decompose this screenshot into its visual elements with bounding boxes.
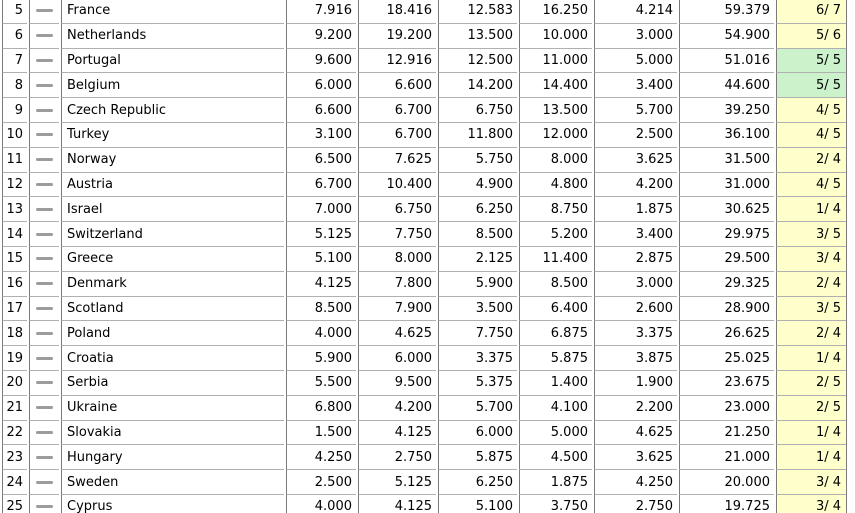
horizontal-dash-icon (36, 456, 53, 459)
season-value-cell: 2.500 (286, 469, 356, 494)
horizontal-dash-icon (36, 84, 53, 87)
horizontal-dash-icon (36, 257, 53, 260)
season-value-cell: 5.900 (286, 345, 356, 370)
season-value-cell: 12.583 (438, 0, 517, 23)
trend-cell (29, 469, 59, 494)
season-value-cell: 4.250 (286, 444, 356, 469)
rank-cell: 22 (2, 420, 27, 445)
country-cell: Slovakia (61, 420, 284, 445)
horizontal-dash-icon (36, 381, 53, 384)
country-row (2, 221, 847, 246)
country-row (2, 72, 847, 97)
total-cell: 20.000 (679, 469, 774, 494)
country-row (2, 345, 847, 370)
season-value-cell: 2.600 (594, 296, 677, 321)
season-value-cell: 8.500 (438, 221, 517, 246)
season-value-cell: 16.250 (519, 0, 592, 23)
season-value-cell: 6.700 (286, 172, 356, 197)
season-value-cell: 9.500 (358, 370, 436, 395)
horizontal-dash-icon (36, 208, 53, 211)
country-row (2, 296, 847, 321)
season-value-cell: 6.750 (358, 196, 436, 221)
season-value-cell: 1.500 (286, 420, 356, 445)
season-value-cell: 12.916 (358, 48, 436, 73)
country-cell: Belgium (61, 72, 284, 97)
season-value-cell: 7.916 (286, 0, 356, 23)
season-value-cell: 5.900 (438, 271, 517, 296)
total-cell: 30.625 (679, 196, 774, 221)
rank-cell: 14 (2, 221, 27, 246)
season-value-cell: 2.750 (594, 494, 677, 513)
season-value-cell: 7.625 (358, 147, 436, 172)
season-value-cell: 3.000 (594, 271, 677, 296)
horizontal-dash-icon (36, 59, 53, 62)
matches-cell: 1/ 4 (776, 420, 847, 445)
total-cell: 21.000 (679, 444, 774, 469)
trend-cell (29, 370, 59, 395)
season-value-cell: 5.000 (594, 48, 677, 73)
season-value-cell: 4.800 (519, 172, 592, 197)
season-value-cell: 3.375 (438, 345, 517, 370)
season-value-cell: 5.750 (438, 147, 517, 172)
horizontal-dash-icon (36, 307, 53, 310)
season-value-cell: 4.900 (438, 172, 517, 197)
season-value-cell: 6.700 (358, 122, 436, 147)
season-value-cell: 4.625 (358, 320, 436, 345)
horizontal-dash-icon (36, 158, 53, 161)
season-value-cell: 3.625 (594, 444, 677, 469)
country-cell: Switzerland (61, 221, 284, 246)
season-value-cell: 5.200 (519, 221, 592, 246)
trend-cell (29, 72, 59, 97)
country-cell: Turkey (61, 122, 284, 147)
matches-cell: 3/ 4 (776, 246, 847, 271)
trend-cell (29, 97, 59, 122)
season-value-cell: 11.400 (519, 246, 592, 271)
country-row (2, 172, 847, 197)
season-value-cell: 2.200 (594, 395, 677, 420)
rank-cell: 10 (2, 122, 27, 147)
season-value-cell: 7.000 (286, 196, 356, 221)
matches-cell: 1/ 4 (776, 345, 847, 370)
trend-cell (29, 420, 59, 445)
matches-cell: 1/ 4 (776, 196, 847, 221)
trend-cell (29, 172, 59, 197)
rank-cell: 18 (2, 320, 27, 345)
season-value-cell: 7.750 (358, 221, 436, 246)
season-value-cell: 1.400 (519, 370, 592, 395)
rank-cell: 24 (2, 469, 27, 494)
season-value-cell: 6.875 (519, 320, 592, 345)
season-value-cell: 8.500 (519, 271, 592, 296)
season-value-cell: 6.400 (519, 296, 592, 321)
rank-cell: 16 (2, 271, 27, 296)
season-value-cell: 4.125 (358, 420, 436, 445)
season-value-cell: 13.500 (438, 23, 517, 48)
total-cell: 23.675 (679, 370, 774, 395)
matches-cell: 2/ 4 (776, 320, 847, 345)
total-cell: 23.000 (679, 395, 774, 420)
rank-cell: 5 (2, 0, 27, 23)
season-value-cell: 4.500 (519, 444, 592, 469)
ranking-table-body (2, 0, 847, 513)
season-value-cell: 6.750 (438, 97, 517, 122)
season-value-cell: 18.416 (358, 0, 436, 23)
matches-cell: 6/ 7 (776, 0, 847, 23)
rank-cell: 9 (2, 97, 27, 122)
trend-cell (29, 494, 59, 513)
total-cell: 19.725 (679, 494, 774, 513)
season-value-cell: 2.500 (594, 122, 677, 147)
country-row (2, 23, 847, 48)
trend-cell (29, 23, 59, 48)
season-value-cell: 6.800 (286, 395, 356, 420)
country-row (2, 0, 847, 23)
rank-cell: 15 (2, 246, 27, 271)
total-cell: 39.250 (679, 97, 774, 122)
rank-cell: 12 (2, 172, 27, 197)
trend-cell (29, 296, 59, 321)
horizontal-dash-icon (36, 357, 53, 360)
trend-cell (29, 122, 59, 147)
horizontal-dash-icon (36, 233, 53, 236)
rank-cell: 17 (2, 296, 27, 321)
season-value-cell: 11.800 (438, 122, 517, 147)
trend-cell (29, 0, 59, 23)
horizontal-dash-icon (36, 332, 53, 335)
country-cell: Greece (61, 246, 284, 271)
country-cell: Austria (61, 172, 284, 197)
country-row (2, 370, 847, 395)
horizontal-dash-icon (36, 133, 53, 136)
season-value-cell: 2.875 (594, 246, 677, 271)
season-value-cell: 4.214 (594, 0, 677, 23)
matches-cell: 4/ 5 (776, 172, 847, 197)
country-row (2, 271, 847, 296)
season-value-cell: 6.600 (358, 72, 436, 97)
matches-cell: 2/ 5 (776, 370, 847, 395)
total-cell: 31.000 (679, 172, 774, 197)
season-value-cell: 6.250 (438, 196, 517, 221)
country-cell: Denmark (61, 271, 284, 296)
country-row (2, 48, 847, 73)
trend-cell (29, 221, 59, 246)
country-cell: Netherlands (61, 23, 284, 48)
season-value-cell: 1.875 (594, 196, 677, 221)
season-value-cell: 8.000 (358, 246, 436, 271)
rank-cell: 23 (2, 444, 27, 469)
season-value-cell: 4.250 (594, 469, 677, 494)
season-value-cell: 8.750 (519, 196, 592, 221)
country-cell: Czech Republic (61, 97, 284, 122)
total-cell: 31.500 (679, 147, 774, 172)
country-cell: Norway (61, 147, 284, 172)
matches-cell: 3/ 5 (776, 221, 847, 246)
rank-cell: 8 (2, 72, 27, 97)
season-value-cell: 3.875 (594, 345, 677, 370)
horizontal-dash-icon (36, 34, 53, 37)
country-cell: Scotland (61, 296, 284, 321)
matches-cell: 4/ 5 (776, 122, 847, 147)
season-value-cell: 4.125 (286, 271, 356, 296)
country-cell: Hungary (61, 444, 284, 469)
trend-cell (29, 48, 59, 73)
trend-cell (29, 345, 59, 370)
country-row (2, 97, 847, 122)
trend-cell (29, 395, 59, 420)
country-row (2, 469, 847, 494)
rank-cell: 11 (2, 147, 27, 172)
season-value-cell: 9.600 (286, 48, 356, 73)
season-value-cell: 10.000 (519, 23, 592, 48)
season-value-cell: 5.500 (286, 370, 356, 395)
matches-cell: 4/ 5 (776, 97, 847, 122)
season-value-cell: 3.400 (594, 72, 677, 97)
rank-cell: 20 (2, 370, 27, 395)
season-value-cell: 5.375 (438, 370, 517, 395)
season-value-cell: 19.200 (358, 23, 436, 48)
total-cell: 54.900 (679, 23, 774, 48)
season-value-cell: 12.500 (438, 48, 517, 73)
season-value-cell: 5.700 (594, 97, 677, 122)
country-cell: Israel (61, 196, 284, 221)
season-value-cell: 7.750 (438, 320, 517, 345)
matches-cell: 2/ 4 (776, 147, 847, 172)
rank-cell: 21 (2, 395, 27, 420)
trend-cell (29, 271, 59, 296)
trend-cell (29, 196, 59, 221)
season-value-cell: 5.000 (519, 420, 592, 445)
country-row (2, 147, 847, 172)
horizontal-dash-icon (36, 505, 53, 508)
season-value-cell: 6.600 (286, 97, 356, 122)
season-value-cell: 4.125 (358, 494, 436, 513)
country-cell: Portugal (61, 48, 284, 73)
country-row (2, 444, 847, 469)
season-value-cell: 4.200 (594, 172, 677, 197)
matches-cell: 2/ 4 (776, 271, 847, 296)
country-row (2, 122, 847, 147)
season-value-cell: 6.000 (438, 420, 517, 445)
country-row (2, 395, 847, 420)
season-value-cell: 3.625 (594, 147, 677, 172)
country-cell: Poland (61, 320, 284, 345)
season-value-cell: 3.500 (438, 296, 517, 321)
horizontal-dash-icon (36, 406, 53, 409)
matches-cell: 1/ 4 (776, 444, 847, 469)
matches-cell: 5/ 5 (776, 72, 847, 97)
matches-cell: 5/ 6 (776, 23, 847, 48)
season-value-cell: 7.900 (358, 296, 436, 321)
season-value-cell: 6.000 (286, 72, 356, 97)
total-cell: 29.325 (679, 271, 774, 296)
rank-cell: 13 (2, 196, 27, 221)
country-cell: France (61, 0, 284, 23)
matches-cell: 2/ 5 (776, 395, 847, 420)
country-cell: Cyprus (61, 494, 284, 513)
season-value-cell: 10.400 (358, 172, 436, 197)
season-value-cell: 5.125 (286, 221, 356, 246)
country-row (2, 196, 847, 221)
season-value-cell: 11.000 (519, 48, 592, 73)
season-value-cell: 5.875 (438, 444, 517, 469)
horizontal-dash-icon (36, 183, 53, 186)
horizontal-dash-icon (36, 9, 53, 12)
season-value-cell: 3.100 (286, 122, 356, 147)
trend-cell (29, 147, 59, 172)
season-value-cell: 5.100 (438, 494, 517, 513)
total-cell: 44.600 (679, 72, 774, 97)
season-value-cell: 2.750 (358, 444, 436, 469)
season-value-cell: 6.700 (358, 97, 436, 122)
total-cell: 29.500 (679, 246, 774, 271)
total-cell: 28.900 (679, 296, 774, 321)
total-cell: 36.100 (679, 122, 774, 147)
season-value-cell: 3.750 (519, 494, 592, 513)
rank-cell: 7 (2, 48, 27, 73)
country-cell: Ukraine (61, 395, 284, 420)
season-value-cell: 6.000 (358, 345, 436, 370)
season-value-cell: 4.625 (594, 420, 677, 445)
horizontal-dash-icon (36, 481, 53, 484)
matches-cell: 3/ 5 (776, 296, 847, 321)
horizontal-dash-icon (36, 431, 53, 434)
season-value-cell: 3.400 (594, 221, 677, 246)
season-value-cell: 4.100 (519, 395, 592, 420)
total-cell: 51.016 (679, 48, 774, 73)
total-cell: 59.379 (679, 0, 774, 23)
season-value-cell: 14.400 (519, 72, 592, 97)
season-value-cell: 7.800 (358, 271, 436, 296)
country-row (2, 246, 847, 271)
season-value-cell: 13.500 (519, 97, 592, 122)
season-value-cell: 6.250 (438, 469, 517, 494)
matches-cell: 5/ 5 (776, 48, 847, 73)
total-cell: 25.025 (679, 345, 774, 370)
country-row (2, 420, 847, 445)
country-row (2, 320, 847, 345)
season-value-cell: 1.900 (594, 370, 677, 395)
season-value-cell: 4.000 (286, 320, 356, 345)
trend-cell (29, 320, 59, 345)
rank-cell: 6 (2, 23, 27, 48)
season-value-cell: 4.200 (358, 395, 436, 420)
season-value-cell: 3.375 (594, 320, 677, 345)
season-value-cell: 14.200 (438, 72, 517, 97)
total-cell: 26.625 (679, 320, 774, 345)
season-value-cell: 8.500 (286, 296, 356, 321)
country-row (2, 494, 847, 513)
season-value-cell: 12.000 (519, 122, 592, 147)
country-cell: Croatia (61, 345, 284, 370)
trend-cell (29, 444, 59, 469)
country-cell: Serbia (61, 370, 284, 395)
season-value-cell: 5.700 (438, 395, 517, 420)
matches-cell: 3/ 4 (776, 469, 847, 494)
rank-cell: 19 (2, 345, 27, 370)
season-value-cell: 5.875 (519, 345, 592, 370)
season-value-cell: 3.000 (594, 23, 677, 48)
total-cell: 21.250 (679, 420, 774, 445)
season-value-cell: 9.200 (286, 23, 356, 48)
season-value-cell: 2.125 (438, 246, 517, 271)
country-cell: Sweden (61, 469, 284, 494)
season-value-cell: 4.000 (286, 494, 356, 513)
matches-cell: 3/ 4 (776, 494, 847, 513)
total-cell: 29.975 (679, 221, 774, 246)
trend-cell (29, 246, 59, 271)
season-value-cell: 5.125 (358, 469, 436, 494)
season-value-cell: 5.100 (286, 246, 356, 271)
rank-cell: 25 (2, 494, 27, 513)
season-value-cell: 8.000 (519, 147, 592, 172)
season-value-cell: 1.875 (519, 469, 592, 494)
horizontal-dash-icon (36, 109, 53, 112)
horizontal-dash-icon (36, 282, 53, 285)
season-value-cell: 6.500 (286, 147, 356, 172)
